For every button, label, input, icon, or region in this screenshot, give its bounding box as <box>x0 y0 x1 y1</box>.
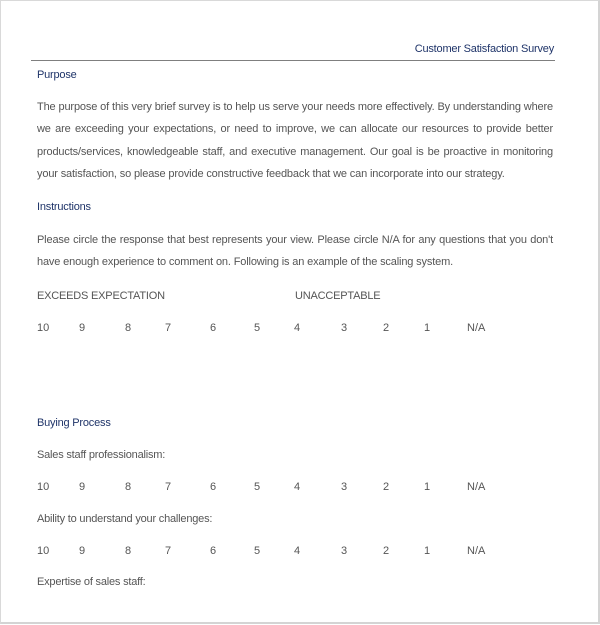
question-rating-row <box>1 545 600 559</box>
rating-option[interactable]: 4 <box>294 481 301 493</box>
scale-value: 2 <box>383 322 390 334</box>
rating-option[interactable]: 6 <box>210 481 217 493</box>
instructions-heading: Instructions <box>37 201 91 213</box>
question-label: Ability to understand your challenges: <box>37 513 213 525</box>
rating-option[interactable]: 9 <box>79 545 86 557</box>
rating-option[interactable]: 8 <box>125 481 132 493</box>
rating-option[interactable]: 8 <box>125 545 132 557</box>
rating-option[interactable]: 4 <box>294 545 301 557</box>
header-divider <box>31 60 555 61</box>
rating-option[interactable]: 2 <box>383 545 390 557</box>
rating-option[interactable]: 1 <box>424 481 431 493</box>
rating-option[interactable]: 7 <box>165 481 172 493</box>
scale-high-label: EXCEEDS EXPECTATION <box>37 290 165 302</box>
scale-value: 8 <box>125 322 132 334</box>
rating-option[interactable]: 10 <box>37 545 50 557</box>
buying-process-heading: Buying Process <box>37 417 111 429</box>
purpose-heading: Purpose <box>37 69 77 81</box>
question-rating-row <box>1 481 600 495</box>
rating-option[interactable]: 10 <box>37 481 50 493</box>
scale-example-row <box>1 322 600 336</box>
rating-option[interactable]: 7 <box>165 545 172 557</box>
rating-option[interactable]: 5 <box>254 545 261 557</box>
scale-value: 7 <box>165 322 172 334</box>
rating-option[interactable]: 6 <box>210 545 217 557</box>
rating-option[interactable]: 5 <box>254 481 261 493</box>
rating-option[interactable]: 9 <box>79 481 86 493</box>
scale-value: 10 <box>37 322 50 334</box>
scale-low-label: UNACCEPTABLE <box>295 290 381 302</box>
scale-value: 3 <box>341 322 348 334</box>
scale-value: 4 <box>294 322 301 334</box>
scale-value: 6 <box>210 322 217 334</box>
scale-value: 5 <box>254 322 261 334</box>
rating-option[interactable]: 1 <box>424 545 431 557</box>
document-header-title: Customer Satisfaction Survey <box>414 43 554 55</box>
instructions-paragraph: Please circle the response that best represents your view. Please circle N/A for any questions that you don't have enough experience to comment on. Following is an example of the scaling system. <box>37 234 553 269</box>
scale-value: 9 <box>79 322 86 334</box>
rating-option[interactable]: 3 <box>341 481 348 493</box>
question-label: Sales staff professionalism: <box>37 449 166 461</box>
scale-value: 1 <box>424 322 431 334</box>
purpose-paragraph: The purpose of this very brief survey is to help us serve your needs more effectively. By understanding where we are exceeding your expectations, or need to improve, we can allocate our resources to provide better products/services, knowledgeable staff, and executive management. Our goal is be proactive in monitoring your satisfaction, so please provide constructive feedback that we can incorporate into our strategy. <box>37 101 553 180</box>
question-label: Expertise of sales staff: <box>37 576 146 588</box>
rating-option[interactable]: 3 <box>341 545 348 557</box>
scale-value: N/A <box>467 322 486 334</box>
rating-option[interactable]: N/A <box>467 481 486 493</box>
rating-option[interactable]: N/A <box>467 545 486 557</box>
rating-option[interactable]: 2 <box>383 481 390 493</box>
